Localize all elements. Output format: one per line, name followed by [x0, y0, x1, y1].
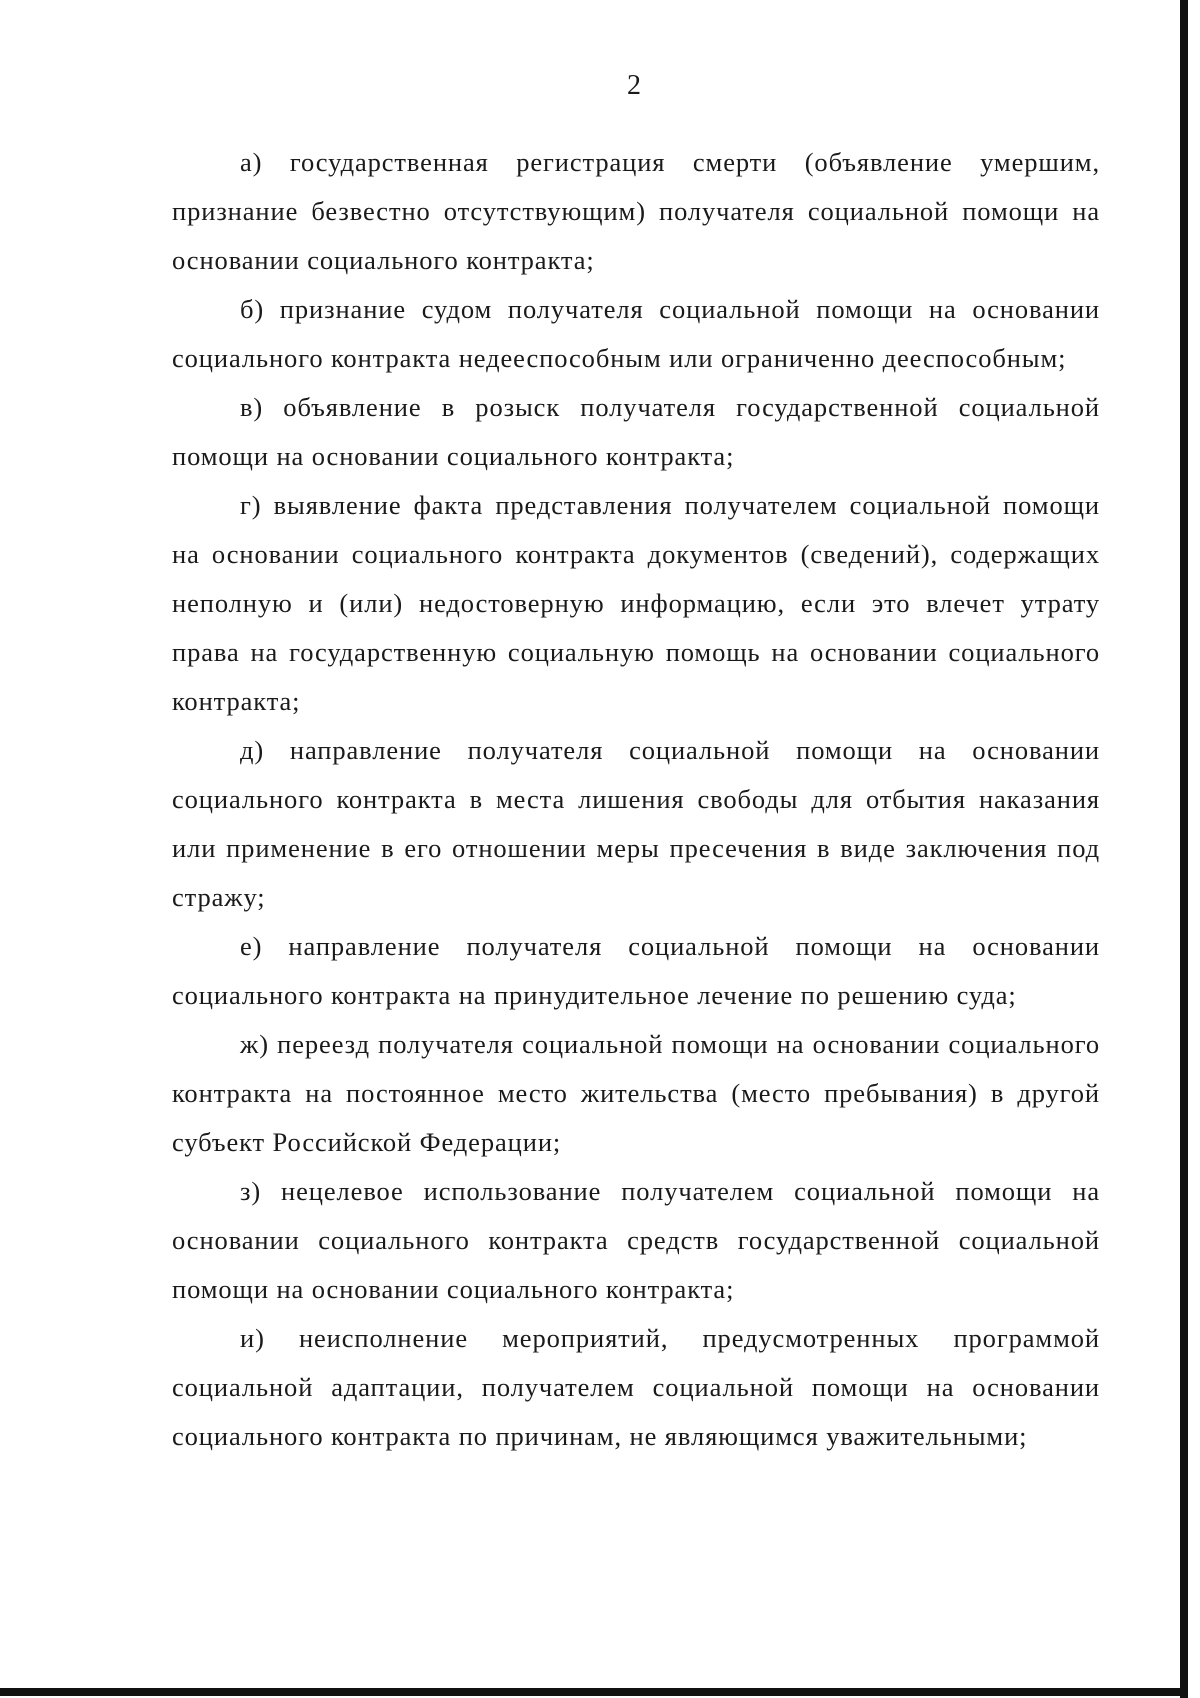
page-number: 2	[627, 70, 641, 101]
clause-z: з) нецелевое использование получателем социальной помощи на основании социального контракта средств государственной социальной помощи на основании социального контракта;	[172, 1176, 1100, 1304]
clause-d: д) направление получателя социальной помощи на основании социального контракта в места лишения свободы для отбытия наказания или применение в его отношении меры пресечения в виде заключения под стражу;	[172, 735, 1100, 912]
clause-v: в) объявление в розыск получателя государственной социальной помощи на основании социального контракта;	[172, 392, 1100, 471]
clause-i: и) неисполнение мероприятий, предусмотренных программой социальной адаптации, получателем социальной помощи на основании социального контракта по причинам, не являющимся уважительными;	[172, 1323, 1100, 1451]
clause-g: г) выявление факта представления получателем социальной помощи на основании социального контракта документов (сведений), содержащих неполную и (или) недостоверную информацию, если это влечет утрату права на государственную социальную помощь на основании социального контракта;	[172, 490, 1100, 716]
document-body	[172, 138, 1100, 1461]
clause-b: б) признание судом получателя социальной помощи на основании социального контракта недееспособным или ограниченно дееспособным;	[172, 294, 1100, 373]
scan-border-right	[1180, 0, 1188, 1698]
clause-e: е) направление получателя социальной помощи на основании социального контракта на принудительное лечение по решению суда;	[172, 931, 1100, 1010]
scan-border-bottom	[0, 1688, 1188, 1696]
clause-zh: ж) переезд получателя социальной помощи на основании социального контракта на постоянное место жительства (место пребывания) в другой субъект Российской Федерации;	[172, 1029, 1100, 1157]
clause-a: а) государственная регистрация смерти (объявление умершим, признание безвестно отсутствующим) получателя социальной помощи на основании социального контракта;	[172, 147, 1100, 275]
